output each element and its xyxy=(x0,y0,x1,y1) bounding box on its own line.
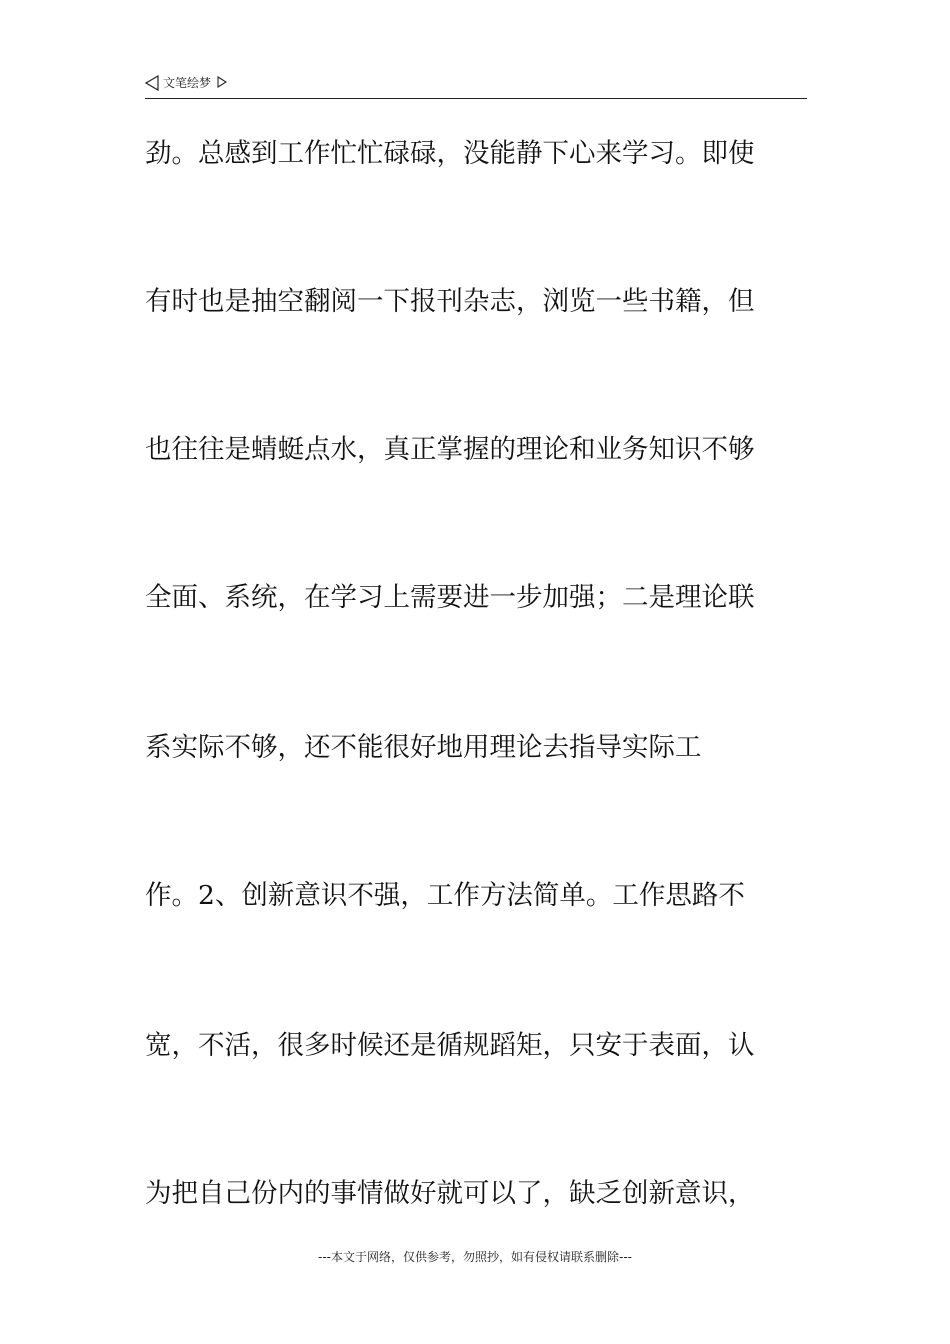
text-line: 也往往是蜻蜓点水，真正掌握的理论和业务知识不够 xyxy=(145,434,755,465)
footer-notice: ---本文于网络，仅供参考，勿照抄，如有侵权请联系删除--- xyxy=(318,1250,632,1264)
text-line: 劲。总感到工作忙忙碌碌，没能静下心来学习。即使 xyxy=(145,138,755,169)
brand-name: 文笔绘梦 xyxy=(163,76,212,90)
text-line: 作。2、创新意识不强，工作方法简单。工作思路不 xyxy=(145,880,745,911)
triangle-right-icon xyxy=(217,75,227,87)
text-line: 宽，不活，很多时候还是循规蹈矩，只安于表面，认 xyxy=(145,1030,755,1061)
text-line: 为把自己份内的事情做好就可以了，缺乏创新意识， xyxy=(145,1178,755,1209)
text-line: 系实际不够，还不能很好地用理论去指导实际工 xyxy=(145,732,702,763)
triangle-left-icon xyxy=(145,75,159,91)
text-line: 全面、系统，在学习上需要进一步加强；二是理论联 xyxy=(145,582,755,613)
text-line: 有时也是抽空翻阅一下报刊杂志，浏览一些书籍，但 xyxy=(145,286,755,317)
page-header xyxy=(145,74,807,99)
header-brand xyxy=(145,74,227,92)
